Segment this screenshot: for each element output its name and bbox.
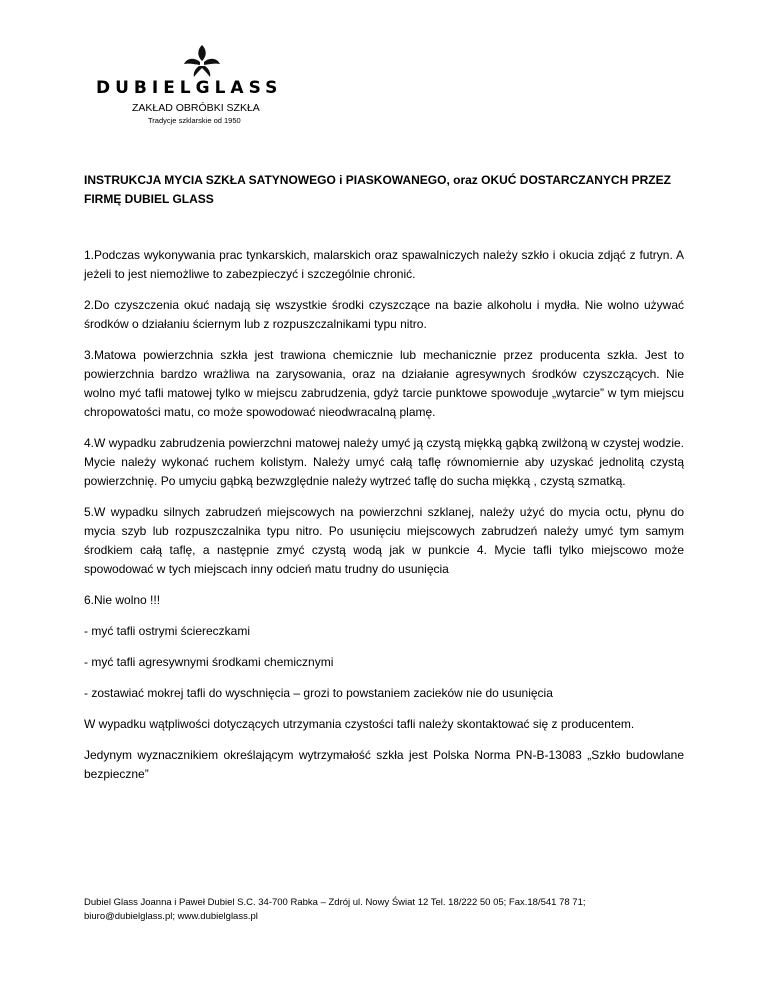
list-item: - myć tafli ostrymi ściereczkami (84, 624, 251, 638)
brand-name: DUBIELGLASS (96, 78, 283, 98)
list-item: - zostawiać mokrej tafli do wyschnięcia – grozi to powstaniem zacieków nie do usunięcia (84, 686, 553, 700)
paragraph-5: 5.W wypadku silnych zabrudzeń miejscowych na powierzchni szklanej, należy użyć do mycia octu, płynu do mycia szyb lub rozpuszczalnika typu nitro. Po usunięciu miejscowych zabrudzeń należy umyć tym samym środkiem całą taflę, a następnie zmyć czystą wodą jak w punkcie 4. Mycie tafli tylko miejscowo może spowodować w tych miejscach inny odcień matu trudny do usunięcia (84, 505, 684, 576)
company-subtitle: ZAKŁAD OBRÓBKI SZKŁA (132, 102, 260, 114)
fleur-de-lis-icon (182, 44, 222, 78)
list-item: - myć tafli agresywnymi środkami chemicznymi (84, 655, 334, 669)
paragraph-1: 1.Podczas wykonywania prac tynkarskich, malarskich oraz spawalniczych należy szkło i okucia zdjąć z futryn. A jeżeli to jest niemożliwe to zabezpieczyć i szczególnie chronić. (84, 248, 684, 281)
contact-note: W wypadku wątpliwości dotyczących utrzymania czystości tafli należy skontaktować się z producentem. (84, 717, 635, 731)
company-logo (96, 44, 316, 134)
paragraph-3: 3.Matowa powierzchnia szkła jest trawiona chemicznie lub mechanicznie przez producenta szkła. Jest to powierzchnia bardzo wrażliwa na zarysowania, oraz na działanie agresywnych środków czyszczących. Nie wolno myć tafli matowej tylko w miejscu zabrudzenia, gdyż tarcie punktowe spowoduje „wytarcie” w tym miejscu chropowatości matu, co może spowodować nieodwracalną plamę. (84, 348, 684, 419)
footer-contact: biuro@dubielglass.pl; www.dubielglass.pl (84, 911, 258, 922)
standard-note: Jedynym wyznacznikiem określającym wytrzymałość szkła jest Polska Norma PN-B-13083 „Szkło budowlane bezpieczne” (84, 748, 684, 781)
footer-address: Dubiel Glass Joanna i Paweł Dubiel S.C. 34-700 Rabka – Zdrój ul. Nowy Świat 12 Tel. 18/222 50 05; Fax.18/541 78 71; (84, 897, 586, 908)
page-footer (84, 896, 704, 924)
document-body (84, 246, 684, 796)
paragraph-4: 4.W wypadku zabrudzenia powierzchni matowej należy umyć ją czystą miękką gąbką zwilżoną w czystej wodzie. Mycie należy wykonać ruchem kolistym. Należy umyć całą taflę równomiernie aby uzyskać jednolitą czystą powierzchnię. Po umyciu gąbką bezwzględnie należy wytrzeć taflę do sucha miękką , czystą szmatką. (84, 436, 684, 488)
paragraph-2: 2.Do czyszczenia okuć nadają się wszystkie środki czyszczące na bazie alkoholu i mydła. Nie wolno używać środków o działaniu ściernym lub z rozpuszczalnikami typu nitro. (84, 298, 684, 331)
document-title: INSTRUKCJA MYCIA SZKŁA SATYNOWEGO i PIASKOWANEGO, oraz OKUĆ DOSTARCZANYCH PRZEZ FIRMĘ DUBIEL GLASS (84, 173, 671, 206)
company-tagline: Tradycje szklarskie od 1950 (148, 116, 241, 125)
paragraph-6-heading: 6.Nie wolno !!! (84, 593, 161, 607)
